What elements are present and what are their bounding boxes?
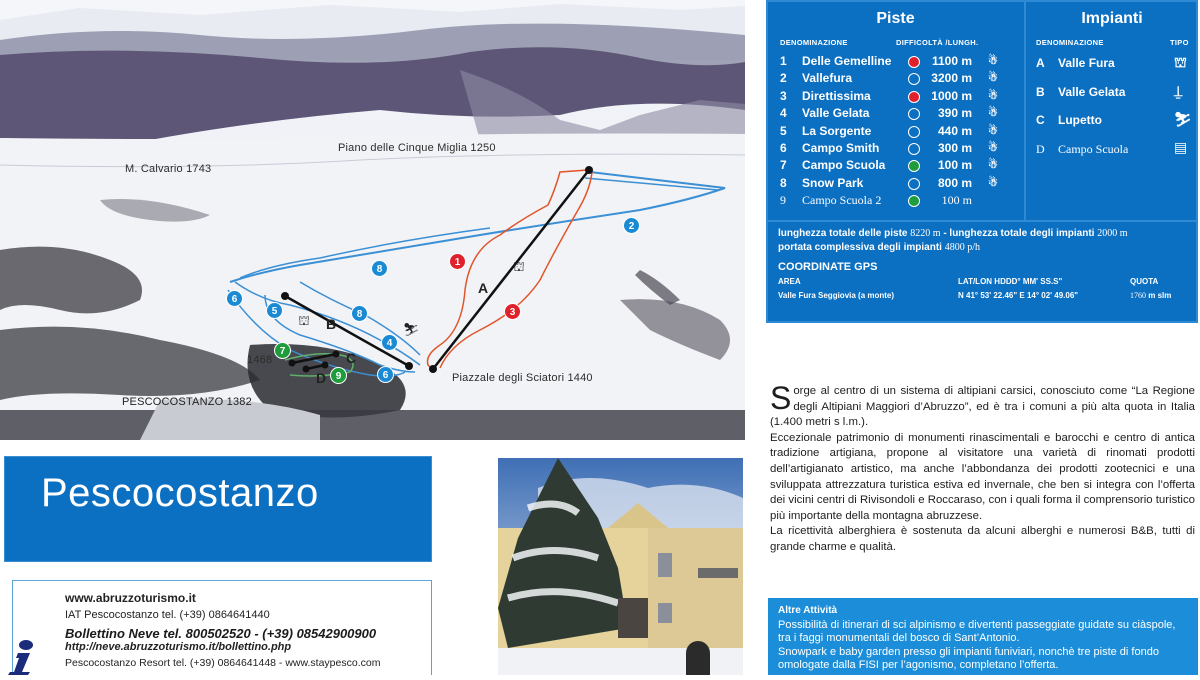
piste-row xyxy=(780,71,1020,88)
chairlift-4-icon: ⛫ xyxy=(1174,54,1187,70)
totals-portata-value: 4800 p/h xyxy=(944,242,980,253)
lift-name: Campo Scuola xyxy=(1058,141,1129,156)
gps-area: Valle Fura Seggiovia (a monte) xyxy=(778,291,895,300)
slope-badge-9: 9 xyxy=(330,367,347,384)
totals-impianti-value: 2000 m xyxy=(1097,228,1128,239)
resort-contact: Pescocostanzo Resort tel. (+39) 0864641448 - www.staypesco.com xyxy=(65,657,381,669)
other-activities-p2: Snowpark e baby garden presso gli impianti funiviari, nonchè tre piste di fondo omologate dalla FISI per l’agonismo, completano l’offerta. xyxy=(778,645,1159,671)
gps-title: COORDINATE GPS xyxy=(778,261,878,273)
slope-badge-2: 2 xyxy=(623,217,640,234)
snow-cannon-icon: ☃ xyxy=(988,142,998,154)
difficulty-green-icon xyxy=(908,160,920,172)
slope-badge-7: 7 xyxy=(274,342,291,359)
difficulty-blue-icon xyxy=(908,73,920,85)
piste-name: La Sorgente xyxy=(802,123,872,138)
town-title: Pescocostanzo xyxy=(41,471,319,515)
slope-badge-4: 4 xyxy=(381,334,398,351)
ski-tow-icon: ⛷ xyxy=(1174,111,1192,127)
gps-col-latlon: LAT/LON HDDD° MM' SS.S" xyxy=(958,277,1063,286)
piste-row xyxy=(780,106,1020,123)
piste-row xyxy=(780,193,1020,210)
piste-table xyxy=(768,2,1023,220)
other-activities-title: Altre Attività xyxy=(778,605,838,616)
piste-name: Vallefura xyxy=(802,71,853,86)
description-paragraph-2: Eccezionale patrimonio di monumenti rinascimentali e barocchi e centro di antica tradizione artigiana, propone al visitatore una varietà di rinomati prodotti dell’artigianato artistico, ma anche l’abbondanza dei prodotti zootecnici e una sviluppata attrezzatura turistica estiva ed invernale, che ben si integra con l’offerta dei vicini centri di Rivisondoli e Roccaraso, con i quali forma il comprensorio turistico più importante della montagna abruzzese. xyxy=(770,431,1195,522)
impianti-col-name: DENOMINAZIONE xyxy=(1036,38,1104,47)
piste-number: 5 xyxy=(780,123,787,138)
difficulty-blue-icon xyxy=(908,178,920,190)
gps-col-area: AREA xyxy=(778,277,801,286)
piste-title: Piste xyxy=(876,10,915,27)
piste-number: 3 xyxy=(780,88,787,103)
difficulty-blue-icon xyxy=(908,108,920,120)
gps-latlon: N 41° 53' 22.46" E 14° 02' 49.06" xyxy=(958,291,1079,300)
slope-badge-1: 1 xyxy=(449,253,466,270)
piste-length: 390 m xyxy=(937,106,972,121)
piste-number: 2 xyxy=(780,71,787,86)
totals-impianti-label: lunghezza totale degli impianti xyxy=(949,228,1095,239)
piste-row xyxy=(780,89,1020,106)
lift-label-a: A xyxy=(478,280,489,296)
lift-letter: A xyxy=(1036,56,1045,70)
map-label-1468: 1468 xyxy=(247,354,273,366)
lift-letter: C xyxy=(1036,113,1045,127)
snow-cannon-icon: ☃ xyxy=(988,107,998,120)
other-activities-box xyxy=(768,598,1198,675)
piste-name: Campo Scuola xyxy=(802,158,886,173)
town-photo xyxy=(498,458,743,675)
lift-letter: B xyxy=(1036,84,1045,99)
totals-portata-label: portata complessiva degli impianti xyxy=(778,242,942,253)
lift-label-b: B xyxy=(326,316,337,332)
map-label-piazzale: Piazzale degli Sciatori 1440 xyxy=(452,372,593,384)
piste-length: 1100 m xyxy=(931,54,972,68)
piste-name: Campo Smith xyxy=(802,141,880,155)
info-icon xyxy=(4,640,40,675)
slope-badge-3: 3 xyxy=(504,303,521,320)
snow-cannon-icon: ☃ xyxy=(988,55,998,67)
lift-label-d: D xyxy=(316,370,327,386)
impianti-row xyxy=(1036,142,1196,162)
panel-divider-h xyxy=(768,220,1196,222)
piste-length: 1000 m xyxy=(931,88,972,103)
totals-section xyxy=(778,228,1193,311)
piste-name: Campo Scuola 2 xyxy=(802,193,882,208)
difficulty-green-icon xyxy=(908,195,920,207)
town-title-box xyxy=(4,456,432,562)
piste-length: 100 m xyxy=(937,158,972,173)
description-p1-text: orge al centro di un sistema di altipiani carsici, conosciuto come “La Regione degli Altipiani Maggiori d’Abruzzo”, ed è tra i comuni a più alta quota in Italia (1.400 metri s l.m.). xyxy=(770,385,1195,429)
totals-piste-value: 8220 m xyxy=(910,228,941,239)
snow-bulletin-phone: Bollettino Neve tel. 800502520 - (+39) 08542900900 xyxy=(65,626,377,641)
piste-length: 300 m xyxy=(937,141,972,155)
totals-piste-label: lunghezza totale delle piste xyxy=(778,228,908,239)
lift-name: Valle Fura xyxy=(1058,56,1115,70)
description-text xyxy=(770,380,1195,556)
snow-cannon-icon: ☃ xyxy=(988,89,998,102)
slope-badge-6: 6 xyxy=(226,290,243,307)
piste-number: 9 xyxy=(780,193,786,208)
piste-number: 4 xyxy=(780,106,787,121)
piste-name: Valle Gelata xyxy=(802,106,870,121)
gps-quota-unit: m slm xyxy=(1148,291,1172,300)
snow-cannon-icon: ☃ xyxy=(988,176,998,189)
totals-line-1 xyxy=(778,228,1193,239)
map-label-calvario: M. Calvario 1743 xyxy=(125,163,212,175)
piste-name: Direttissima xyxy=(802,88,871,103)
impianti-row xyxy=(1036,113,1196,133)
slope-badge-8b: 8 xyxy=(351,305,368,322)
snow-cannon-icon: ☃ xyxy=(988,159,998,172)
map-label-pescocostanzo: PESCOCOSTANZO 1382 xyxy=(122,396,252,408)
gps-col-quota: QUOTA xyxy=(1130,277,1159,286)
impianti-col-type: TIPO xyxy=(1170,38,1189,47)
piste-number: 8 xyxy=(780,175,787,190)
description-paragraph-3: La ricettività alberghiera è sostenuta da alcuni alberghi e numerosi B&B, tutti di grande charme e qualità. xyxy=(770,525,1195,553)
difficulty-blue-icon xyxy=(908,143,920,155)
impianti-row xyxy=(1036,56,1196,76)
piste-col-diff: DIFFICOLTÀ /LUNGH. xyxy=(896,38,979,47)
difficulty-red-icon xyxy=(908,56,920,68)
piste-name: Snow Park xyxy=(802,175,864,190)
description-paragraph-1 xyxy=(770,380,1195,431)
piste-col-name: DENOMINAZIONE xyxy=(780,38,848,47)
totals-line-2 xyxy=(778,242,1193,253)
drop-cap: S xyxy=(770,380,792,416)
piste-length: 440 m xyxy=(937,123,972,138)
totals-sep: - xyxy=(943,228,950,239)
impianti-row xyxy=(1036,82,1196,105)
gps-quota-value: 1760 xyxy=(1130,291,1146,300)
difficulty-red-icon xyxy=(908,91,920,103)
chairlift-2-icon: ⍊ xyxy=(1174,82,1183,99)
gps-table xyxy=(778,277,1193,311)
piste-number: 1 xyxy=(780,54,787,68)
piste-length: 100 m xyxy=(941,193,972,208)
piste-row xyxy=(780,124,1020,141)
slope-badge-6b: 6 xyxy=(377,366,394,383)
piste-length: 3200 m xyxy=(931,71,972,86)
impianti-title: Impianti xyxy=(1081,10,1143,27)
piste-row xyxy=(780,141,1020,158)
difficulty-blue-icon xyxy=(908,126,920,138)
magic-carpet-icon: ▤ xyxy=(1174,140,1188,156)
snow-cannon-icon: ☃ xyxy=(988,72,998,85)
lift-name: Valle Gelata xyxy=(1058,84,1126,99)
website-link[interactable]: www.abruzzoturismo.it xyxy=(65,591,196,605)
other-activities-p1: Possibilità di itinerari di sci alpinismo e divertenti passeggiate guidate su ciàspole, tra i faggi monumentali del bosco di Sant’Antonio. xyxy=(778,618,1176,644)
piste-row xyxy=(780,54,1020,71)
piste-name: Delle Gemelline xyxy=(802,54,892,68)
gps-quota xyxy=(1130,291,1171,300)
piste-length: 800 m xyxy=(937,175,972,190)
lift-name: Lupetto xyxy=(1058,113,1102,127)
ski-trail-map xyxy=(0,0,745,440)
map-label-piano: Piano delle Cinque Miglia 1250 xyxy=(338,142,496,154)
snow-bulletin-link[interactable]: http://neve.abruzzoturismo.it/bollettino.php xyxy=(65,641,292,653)
contact-box xyxy=(12,580,432,675)
piste-number: 7 xyxy=(780,158,787,173)
snow-cannon-icon: ☃ xyxy=(988,124,998,137)
piste-info-panel xyxy=(766,0,1198,323)
impianti-table xyxy=(1026,2,1198,220)
iat-phone: IAT Pescocostanzo tel. (+39) 0864641440 xyxy=(65,609,270,621)
lift-label-c: C xyxy=(346,350,357,366)
piste-number: 6 xyxy=(780,141,787,155)
piste-row xyxy=(780,176,1020,193)
piste-row xyxy=(780,158,1020,175)
lift-letter: D xyxy=(1036,141,1045,156)
chairlift-map-icon: ⛫ xyxy=(513,259,525,274)
slope-badge-5: 5 xyxy=(266,302,283,319)
slope-badge-8: 8 xyxy=(371,260,388,277)
chairlift-map-icon-b: ⛫ xyxy=(298,313,310,328)
skier-icon: ⛷ xyxy=(403,322,420,337)
